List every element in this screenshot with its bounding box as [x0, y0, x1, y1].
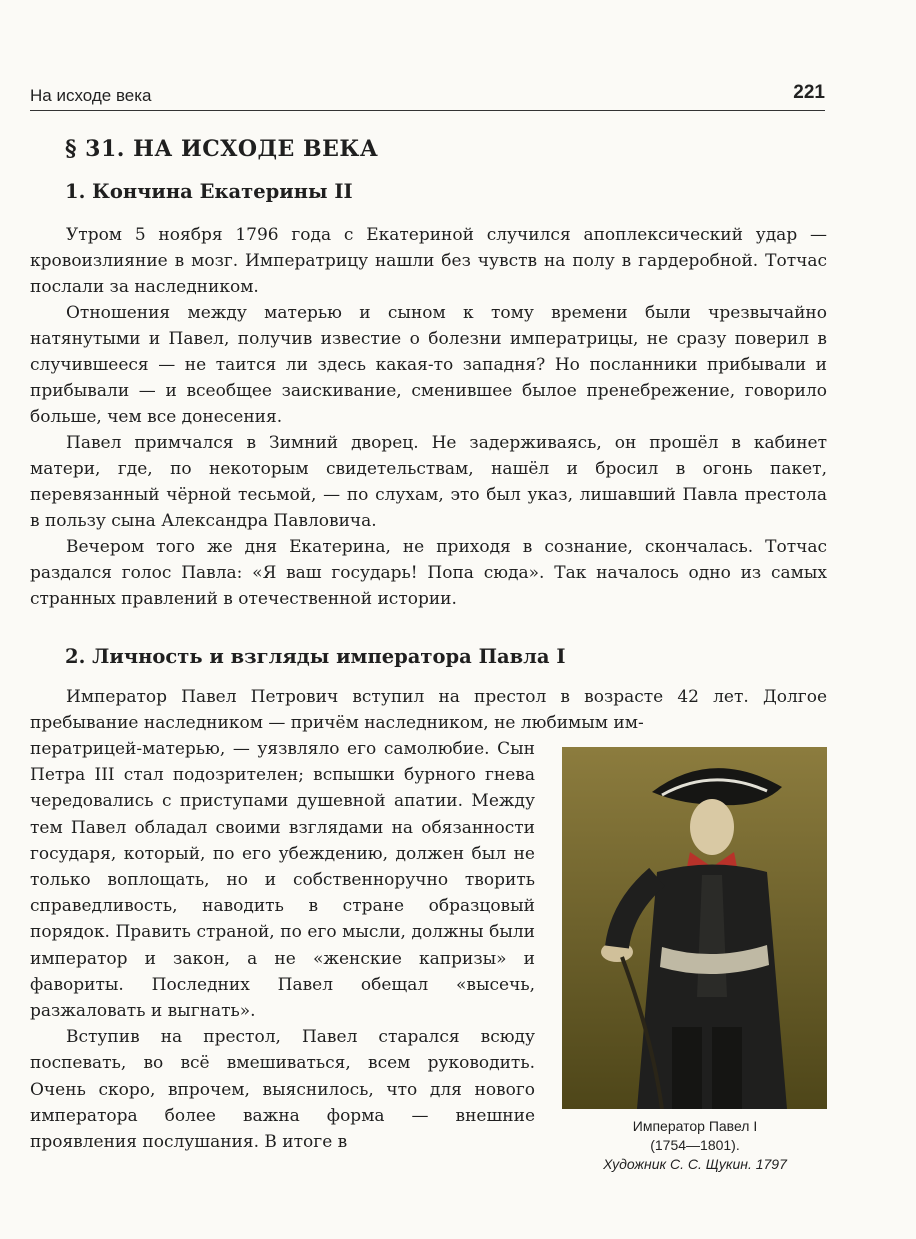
paragraph-continuation: ператрицей-матерью, — уязвляло его самолюбие. Сын Петра III стал подозрителен; вспышки бурного гнева чередовались с приступами душевной апатии. Между тем Павел обладал своими взглядами на обязанности государя, который, по его убеждению, должен был не только воплощать, но и собственноручно творить справедливость, наводить в стране образцовый порядок. Править страной, по его мысли, должны были император и закон, а не «женские капризы» и фавориты. Последних Павел обещал «высечь, разжаловать и выгнать».: [30, 739, 535, 1022]
paragraph: Павел примчался в Зимний дворец. Не задерживаясь, он прошёл в кабинет матери, где, по некоторым свидетельствам, нашёл и бросил в огонь пакет, перевязанный чёрной тесьмой, — по слухам, это был указ, лишавший Павла престола в пользу сына Александра Павловича.: [30, 433, 827, 531]
section-2-title: 2. Личность и взгляды императора Павла I: [65, 645, 566, 668]
section-2-intro: [30, 684, 827, 736]
running-title: На исходе века: [30, 86, 152, 105]
paragraph: Вечером того же дня Екатерина, не приходя в сознание, скончалась. Тотчас раздался голос Павла: «Я ваш государь! Попа сюда». Так началось одно из самых странных правлений в отечественной истории.: [30, 537, 827, 609]
chapter-title: § 31. НА ИСХОДЕ ВЕКА: [65, 136, 379, 162]
page-number: 221: [793, 82, 825, 103]
running-header: [30, 84, 825, 111]
section-2-body: [30, 736, 535, 1155]
caption-title: Император Павел I: [632, 1118, 758, 1134]
paragraph: Император Павел Петрович вступил на престол в возрасте 42 лет. Долгое пребывание наследником — причём наследником, не любимым им-: [30, 687, 827, 733]
figure-caption: [560, 1117, 830, 1174]
portrait-image: [562, 747, 827, 1109]
caption-artist: Художник С. С. Щукин. 1797: [603, 1156, 787, 1172]
paragraph: Вступив на престол, Павел старался всюду поспевать, во всё вмешиваться, всем руководить. Очень скоро, впрочем, выяснилось, что для нового императора более важна форма — внешние проявления послушания. В итоге в: [30, 1027, 535, 1153]
paragraph: Отношения между матерью и сыном к тому времени были чрезвычайно натянутыми и Павел, получив известие о болезни императрицы, не сразу поверил в случившееся — не таится ли здесь какая-то западня? Но посланники прибывали и прибывали — и всеобщее заискивание, сменившее былое пренебрежение, говорило больше, чем все донесения.: [30, 303, 827, 427]
section-1-body: [30, 222, 827, 612]
caption-years: (1754—1801).: [650, 1137, 740, 1153]
paragraph: Утром 5 ноября 1796 года с Екатериной случился апоплексический удар — кровоизлияние в мозг. Императрицу нашли без чувств на полу в гардеробной. Тотчас послали за наследником.: [30, 225, 827, 297]
portrait-illustration: [562, 747, 827, 1109]
section-1-title: 1. Кончина Екатерины II: [65, 180, 353, 203]
